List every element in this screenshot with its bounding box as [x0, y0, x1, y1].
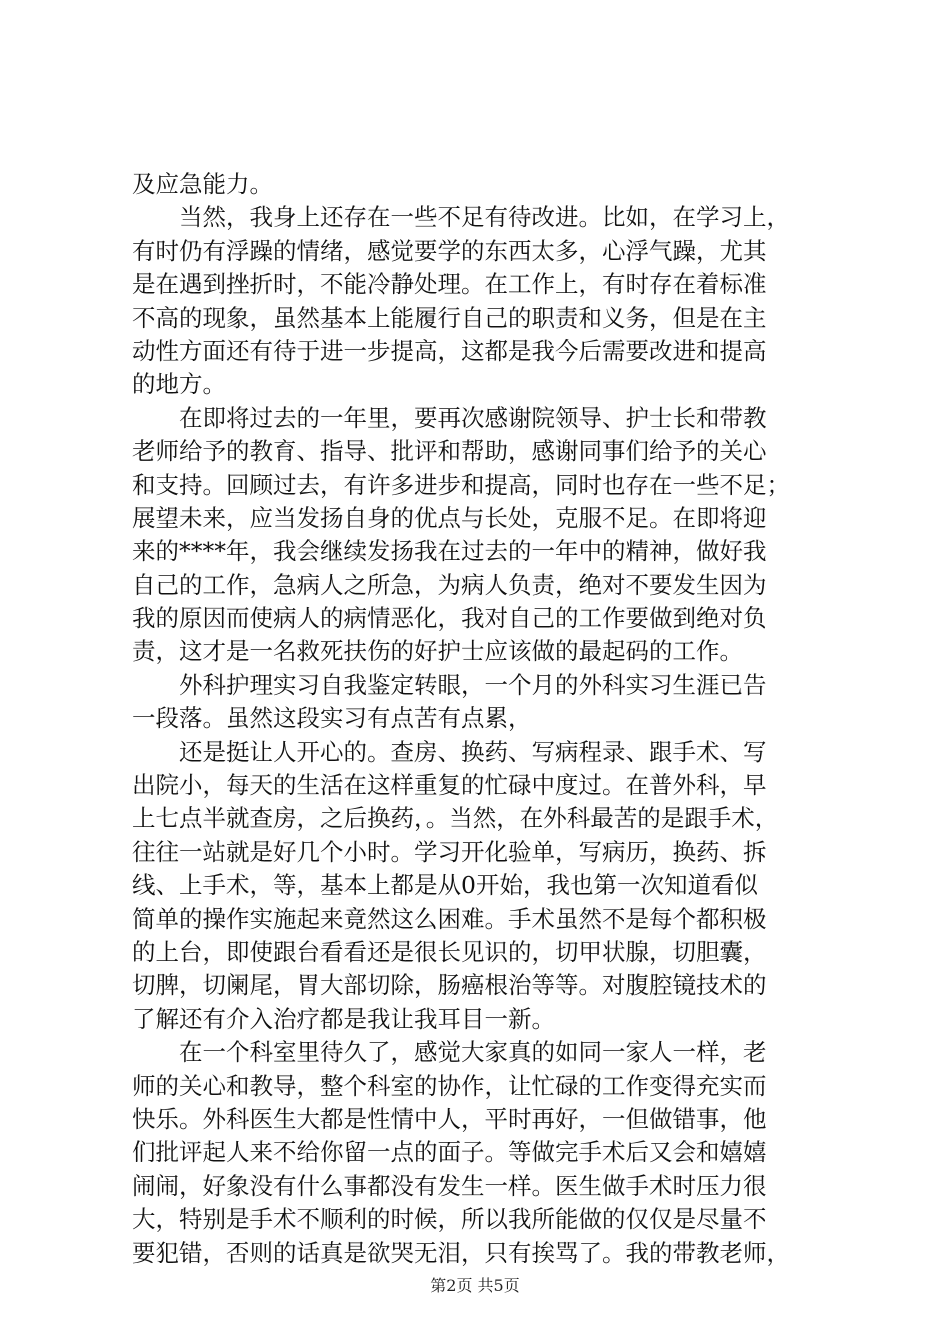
text-line: 及应急能力。 [132, 170, 273, 198]
text-line: 要犯错，否则的话真是欲哭无泪，只有挨骂了。我的带教老师， [132, 1238, 790, 1267]
text-line: 外科护理实习自我鉴定转眼，一个月的外科实习生涯已告 [179, 670, 767, 699]
page-footer: 第2页 共5页 [430, 1276, 520, 1295]
text-line: 来的****年，我会继续发扬我在过去的一年中的精神，做好我 [132, 537, 767, 566]
text-line: 还是挺让人开心的。查房、换药、写病程录、跟手术、写 [179, 737, 767, 766]
text-line: 大，特别是手术不顺利的时候，所以我所能做的仅仅是尽量不 [132, 1205, 767, 1234]
text-line: 的地方。 [132, 370, 226, 399]
text-line: 切脾，切阑尾，胃大部切除，肠癌根治等等。对腹腔镜技术的 [132, 971, 767, 1000]
document-body [132, 168, 832, 1270]
text-line: 有时仍有浮躁的情绪，感觉要学的东西太多，心浮气躁，尤其 [132, 236, 767, 265]
text-line: 上七点半就查房，之后换药，。当然，在外科最苦的是跟手术， [132, 804, 779, 833]
text-line: 展望未来，应当发扬自身的优点与长处，克服不足。在即将迎 [132, 503, 767, 532]
text-line: 们批评起人来不给你留一点的面子。等做完手术后又会和嬉嬉 [132, 1138, 767, 1167]
text-line: 不高的现象，虽然基本上能履行自己的职责和义务，但是在主 [132, 303, 767, 332]
text-line: 和支持。回顾过去，有许多进步和提高，同时也存在一些不足； [132, 470, 790, 499]
text-line: 师的关心和教导，整个科室的协作，让忙碌的工作变得充实而 [132, 1071, 767, 1100]
text-line: 当然，我身上还存在一些不足有待改进。比如，在学习上， [179, 203, 790, 232]
text-line: 往往一站就是好几个小时。学习开化验单，写病历，换药、拆 [132, 837, 767, 866]
text-line: 自己的工作，急病人之所急，为病人负责，绝对不要发生因为 [132, 570, 767, 599]
text-line: 动性方面还有待于进一步提高，这都是我今后需要改进和提高 [132, 336, 767, 365]
text-line: 出院小，每天的生活在这样重复的忙碌中度过。在普外科，早 [132, 771, 767, 800]
text-line: 线、上手术，等，基本上都是从0开始，我也第一次知道看似 [132, 871, 758, 900]
text-line: 快乐。外科医生大都是性情中人，平时再好，一但做错事，他 [132, 1104, 767, 1133]
text-line: 老师给予的教育、指导、批评和帮助，感谢同事们给予的关心 [132, 437, 767, 466]
text-line: 的上台，即使跟台看看还是很长见识的，切甲状腺，切胆囊， [132, 937, 767, 966]
text-line: 闹闹，好象没有什么事都没有发生一样。医生做手术时压力很 [132, 1171, 767, 1200]
text-line: 责，这才是一名救死扶伤的好护士应该做的最起码的工作。 [132, 637, 743, 666]
text-line: 是在遇到挫折时，不能冷静处理。在工作上，有时存在着标准 [132, 270, 767, 299]
text-line: 在一个科室里待久了，感觉大家真的如同一家人一样，老 [179, 1038, 767, 1067]
text-line: 我的原因而使病人的病情恶化，我对自己的工作要做到绝对负 [132, 604, 767, 633]
text-line: 了解还有介入治疗都是我让我耳目一新。 [132, 1004, 555, 1033]
text-line: 简单的操作实施起来竟然这么困难。手术虽然不是每个都积极 [132, 904, 767, 933]
text-line: 在即将过去的一年里，要再次感谢院领导、护士长和带教 [179, 403, 767, 432]
text-line: 一段落。虽然这段实习有点苦有点累， [132, 704, 532, 733]
